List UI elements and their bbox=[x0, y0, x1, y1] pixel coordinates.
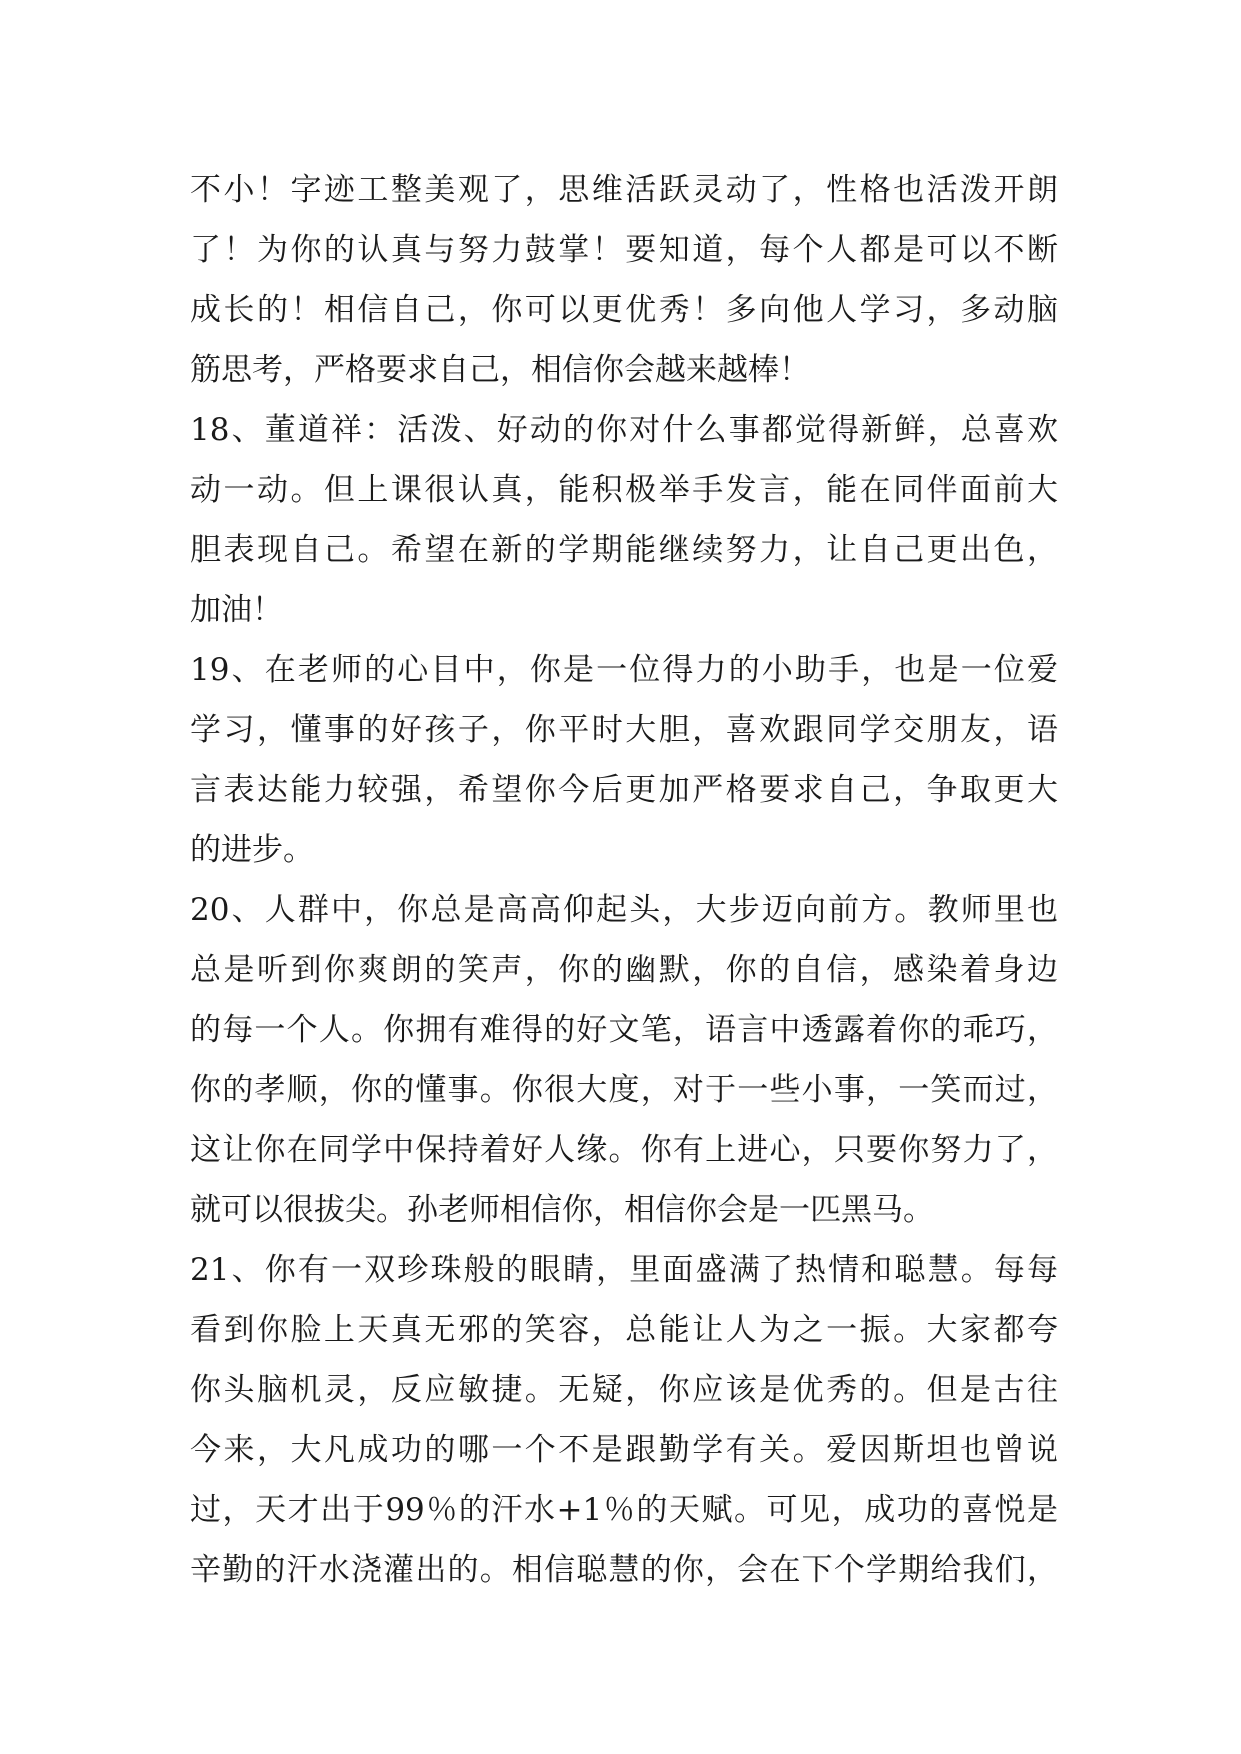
text-line: 辛勤的汗水浇灌出的。相信聪慧的你，会在下个学期给我们， bbox=[190, 1552, 1058, 1588]
text-line: 21、你有一双珍珠般的眼睛，里面盛满了热情和聪慧。每每 bbox=[190, 1252, 1058, 1288]
text-line: 这让你在同学中保持着好人缘。你有上进心，只要你努力了， bbox=[190, 1132, 1058, 1168]
text-line: 就可以很拔尖。孙老师相信你，相信你会是一匹黑马。 bbox=[190, 1192, 934, 1228]
text-line: 19、在老师的心目中，你是一位得力的小助手，也是一位爱 bbox=[190, 652, 1058, 688]
text-line: 成长的！相信自己，你可以更优秀！多向他人学习，多动脑 bbox=[190, 292, 1058, 328]
text-line: 动一动。但上课很认真，能积极举手发言，能在同伴面前大 bbox=[190, 472, 1058, 508]
text-line: 今来，大凡成功的哪一个不是跟勤学有关。爱因斯坦也曾说 bbox=[190, 1432, 1058, 1468]
text-line: 你的孝顺，你的懂事。你很大度，对于一些小事，一笑而过， bbox=[190, 1072, 1058, 1108]
text-line: 学习，懂事的好孩子，你平时大胆，喜欢跟同学交朋友，语 bbox=[190, 712, 1058, 748]
text-line: 筋思考，严格要求自己，相信你会越来越棒！ bbox=[190, 352, 810, 388]
document-body bbox=[190, 160, 1058, 1600]
text-line: 你头脑机灵，反应敏捷。无疑，你应该是优秀的。但是古往 bbox=[190, 1372, 1058, 1408]
text-line: 18、董道祥：活泼、好动的你对什么事都觉得新鲜，总喜欢 bbox=[190, 412, 1058, 448]
text-line: 看到你脸上天真无邪的笑容，总能让人为之一振。大家都夸 bbox=[190, 1312, 1058, 1348]
text-line: 过，天才出于99％的汗水+1％的天赋。可见，成功的喜悦是 bbox=[190, 1492, 1058, 1528]
text-line: 20、人群中，你总是高高仰起头，大步迈向前方。教师里也 bbox=[190, 892, 1058, 928]
text-line: 不小！字迹工整美观了，思维活跃灵动了，性格也活泼开朗 bbox=[190, 172, 1058, 208]
text-line: 的进步。 bbox=[190, 832, 314, 868]
text-line: 加油！ bbox=[190, 592, 283, 628]
text-line: 总是听到你爽朗的笑声，你的幽默，你的自信，感染着身边 bbox=[190, 952, 1058, 988]
text-line: 言表达能力较强，希望你今后更加严格要求自己，争取更大 bbox=[190, 772, 1058, 808]
text-line: 的每一个人。你拥有难得的好文笔，语言中透露着你的乖巧， bbox=[190, 1012, 1058, 1048]
text-line: 胆表现自己。希望在新的学期能继续努力，让自己更出色， bbox=[190, 532, 1058, 568]
text-line: 了！为你的认真与努力鼓掌！要知道，每个人都是可以不断 bbox=[190, 232, 1058, 268]
